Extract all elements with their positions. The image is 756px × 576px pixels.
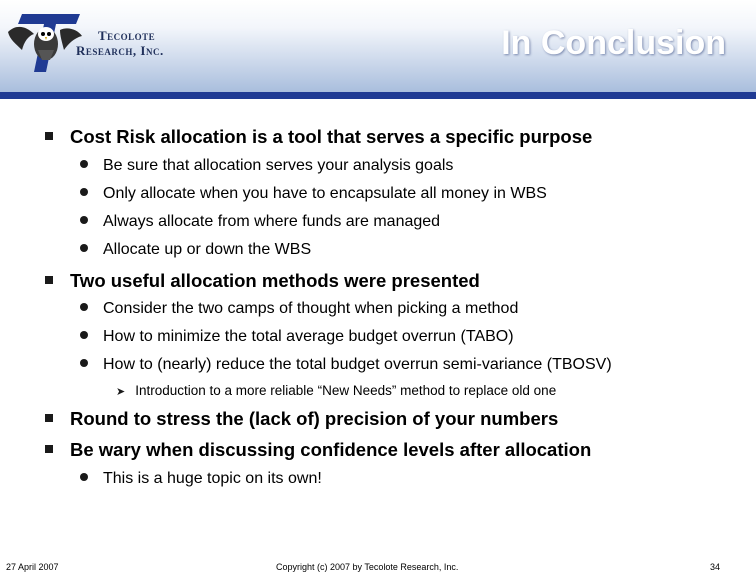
bullet-text: Only allocate when you have to encapsulate all money in WBS	[103, 185, 547, 202]
bullet-level1	[45, 270, 480, 292]
square-bullet-icon	[45, 276, 53, 284]
bullet-text: Always allocate from where funds are managed	[103, 213, 441, 230]
bullet-text: Be wary when discussing confidence levels after allocation	[70, 439, 592, 460]
bullet-text: Two useful allocation methods were presented	[70, 270, 480, 291]
bullet-text: Cost Risk allocation is a tool that serves a specific purpose	[70, 126, 593, 147]
bullet-text: This is a huge topic on its own!	[103, 470, 322, 487]
round-bullet-icon	[80, 160, 88, 168]
arrow-bullet-icon: ➤	[116, 386, 126, 398]
bullet-text: Introduction to a more reliable “New Needs” method to replace old one	[135, 383, 557, 398]
bullet-text: Round to stress the (lack of) precision of your numbers	[70, 408, 559, 429]
square-bullet-icon	[45, 445, 53, 453]
company-name-line1: Tecolote	[98, 28, 156, 43]
bullet-level1	[45, 408, 558, 430]
footer-date: 27 April 2007	[6, 562, 59, 572]
bullet-level2	[80, 241, 311, 259]
bullet-text: How to minimize the total average budget overrun (TABO)	[103, 328, 514, 345]
round-bullet-icon	[80, 216, 88, 224]
bullet-level3	[116, 383, 556, 398]
round-bullet-icon	[80, 331, 88, 339]
square-bullet-icon	[45, 414, 53, 422]
bullet-text: Allocate up or down the WBS	[103, 241, 312, 258]
square-bullet-icon	[45, 132, 53, 140]
bullet-text: Be sure that allocation serves your analysis goals	[103, 157, 454, 174]
bullet-text: Consider the two camps of thought when picking a method	[103, 300, 519, 317]
bullet-level2	[80, 300, 518, 318]
bullet-level2	[80, 185, 547, 203]
round-bullet-icon	[80, 188, 88, 196]
bullet-level2	[80, 157, 453, 175]
bullet-level2	[80, 470, 322, 488]
company-name-line2: Research, Inc.	[76, 43, 164, 58]
slide-title: In Conclusion	[501, 24, 726, 62]
bullet-level2	[80, 328, 514, 346]
bullet-level2	[80, 356, 612, 374]
round-bullet-icon	[80, 244, 88, 252]
bullet-level2	[80, 213, 440, 231]
bullet-level1	[45, 439, 591, 461]
bullet-level1	[45, 126, 592, 148]
bullet-text: How to (nearly) reduce the total budget overrun semi-variance (TBOSV)	[103, 356, 612, 373]
footer-copyright: Copyright (c) 2007 by Tecolote Research, Inc.	[276, 562, 459, 572]
page-number: 34	[710, 562, 721, 572]
round-bullet-icon	[80, 303, 88, 311]
round-bullet-icon	[80, 473, 88, 481]
round-bullet-icon	[80, 359, 88, 367]
